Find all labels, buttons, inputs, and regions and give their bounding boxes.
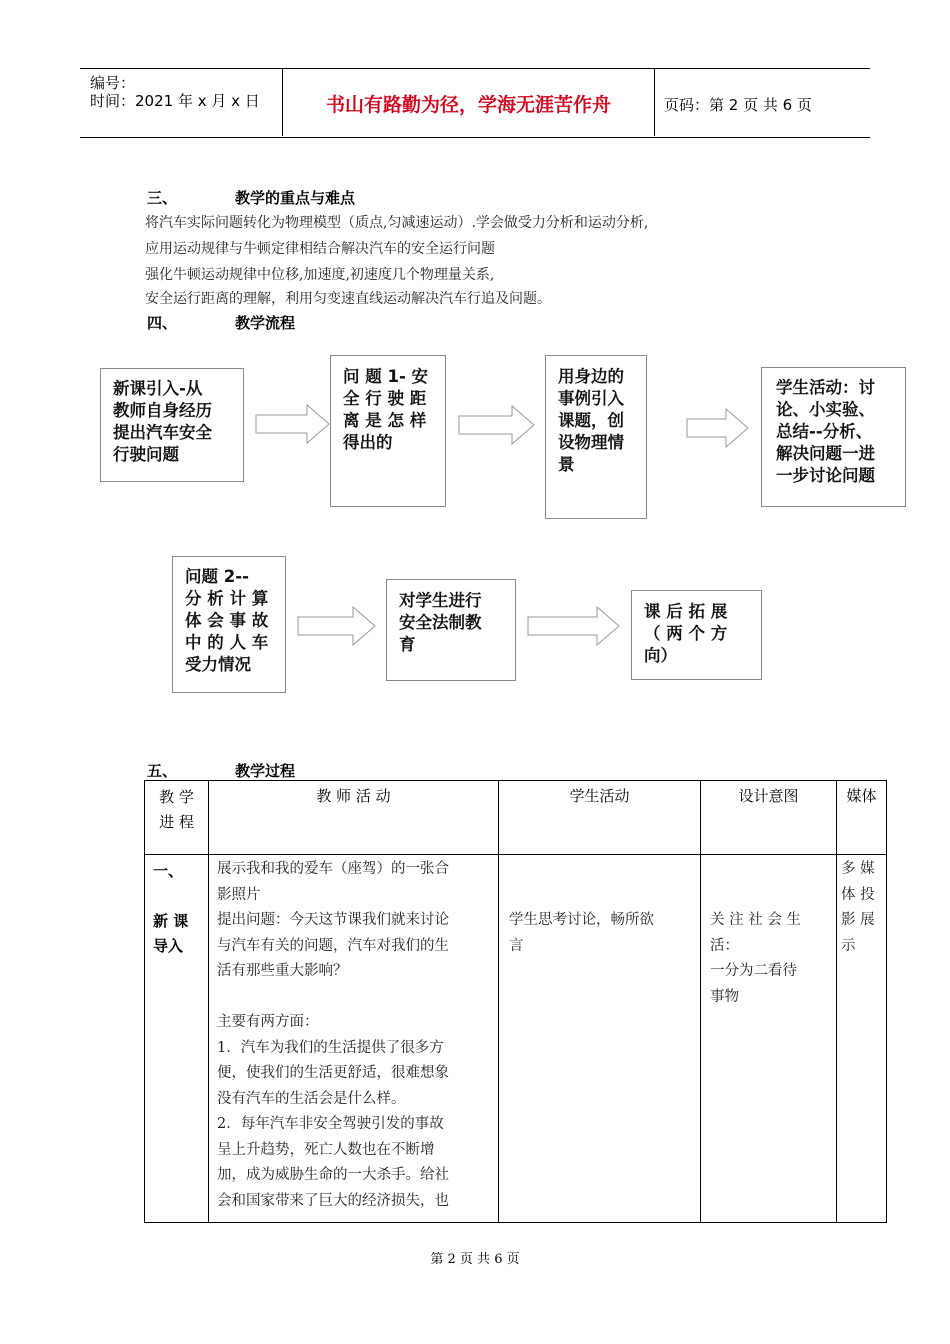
section-title: 教学流程 xyxy=(235,314,296,332)
flow-arrow-icon xyxy=(297,605,377,647)
flow-box-safety-education: 对学生进行 安全法制教 育 xyxy=(386,579,516,681)
header-date: 时间：2021 年 x 月 x 日 xyxy=(90,92,260,110)
flow-box-extension: 课 后 拓 展 （ 两 个 方 向） xyxy=(631,590,762,680)
flow-box-intro: 新课引入-从 教师自身经历 提出汽车安全 行驶问题 xyxy=(100,368,244,482)
table-row xyxy=(145,855,887,1223)
cell-design-intent: 关 注 社 会 生 活： 一分为二看待 事物 xyxy=(701,855,837,1223)
cell-media: 多 媒 体 投 影 展 示 xyxy=(837,855,887,1223)
page-footer: 第 2 页 共 6 页 xyxy=(430,1252,520,1267)
teaching-process-table xyxy=(144,780,887,1223)
section-3-line: 安全运行距离的理解，利用匀变速直线运动解决汽车行追及问题。 xyxy=(145,291,551,307)
flow-arrow-icon xyxy=(686,407,750,449)
section-4-heading xyxy=(0,312,950,332)
header-media: 媒体 xyxy=(837,781,887,855)
flow-box-question-2: 问题 2-- 分 析 计 算 体 会 事 故 中 的 人 车 受力情况 xyxy=(172,556,286,693)
section-number: 四、 xyxy=(147,314,178,332)
section-3-heading xyxy=(0,187,950,207)
flow-box-examples: 用身边的 事例引入 课题，创 设物理情 景 xyxy=(545,355,647,519)
header-number: 编号： xyxy=(90,74,136,92)
section-number: 五、 xyxy=(147,762,178,780)
cell-stage: 一、 新 课 导入 xyxy=(145,855,209,1223)
section-3-line: 强化牛顿运动规律中位移,加速度,初速度几个物理量关系, xyxy=(145,267,495,283)
flow-box-student-activity: 学生活动：讨 论、小实验、 总结--分析、 解决问题一进 一步讨论问题 xyxy=(761,367,906,507)
header-student-activity: 学生活动 xyxy=(499,781,701,855)
header-stage: 教 学 进 程 xyxy=(145,781,209,855)
cell-teacher-activity: 展示我和我的爱车（座驾）的一张合 影照片 提出问题：今天这节课我们就来讨论 与汽车有关的问题，汽车对我们的生 活有那些重大影响？ 主要有两方面： 1．汽车为我们的生活提供了很多方 便，使我们的生活更舒适，很难想象 没有汽车的生活会是什么样。 2．每年汽车非安全驾驶引发的事故 呈上升趋势，死亡人数也在不断增 加，成为威胁生命的一大杀手。给社 会和国家带来了巨大的经济损失，也 xyxy=(209,855,499,1223)
cell-student-activity: 学生思考讨论，畅所欲 言 xyxy=(499,855,701,1223)
flow-arrow-icon xyxy=(527,605,621,647)
section-title: 教学过程 xyxy=(235,762,296,780)
flow-arrow-icon xyxy=(255,403,331,445)
section-5-heading xyxy=(0,760,950,780)
header-page-info: 页码：第 2 页 共 6 页 xyxy=(664,96,812,114)
flow-box-question-1: 问 题 1- 安 全 行 驶 距 离 是 怎 样 得出的 xyxy=(330,355,446,507)
section-3-line: 将汽车实际问题转化为物理模型（质点,匀减速运动）.学会做受力分析和运动分析, xyxy=(145,215,649,231)
header-motto: 书山有路勤为径，学海无涯苦作舟 xyxy=(325,94,611,116)
table-header-row xyxy=(145,781,887,855)
header-teacher-activity: 教 师 活 动 xyxy=(209,781,499,855)
header-divider xyxy=(654,68,655,136)
header-design-intent: 设计意图 xyxy=(701,781,837,855)
section-title: 教学的重点与难点 xyxy=(235,189,356,207)
section-3-line: 应用运动规律与牛顿定律相结合解决汽车的安全运行问题 xyxy=(145,241,495,257)
section-number: 三、 xyxy=(147,189,178,207)
flow-arrow-icon xyxy=(458,404,536,446)
